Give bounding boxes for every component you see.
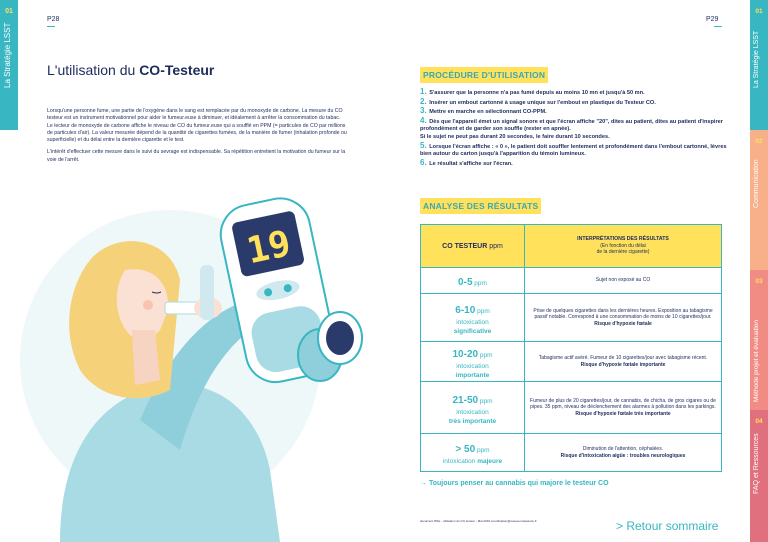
- range-cell: [421, 342, 525, 382]
- left-page-number: P28: [47, 16, 60, 23]
- step-2: [420, 98, 735, 108]
- procedure-steps: [420, 88, 735, 168]
- step-number: 6.: [420, 157, 427, 167]
- side-tab-number: 02: [755, 138, 763, 145]
- step-6: [420, 159, 735, 169]
- range-unit: ppm: [475, 447, 490, 454]
- level-text: intoxication: [442, 458, 478, 465]
- side-tab-label: La Stratégie LSST: [753, 30, 760, 88]
- desc-text: Tabagisme actif avéré. Fumeur de 10 cigarettes/jour avec tabagisme récent.: [538, 354, 708, 361]
- cannabis-note: [420, 480, 609, 487]
- header-interpretation: INTERPRÉTATIONS DES RÉSULTATS: [577, 236, 669, 243]
- step-number: 1.: [420, 87, 427, 96]
- left-section-tab[interactable]: [0, 0, 18, 130]
- side-tab-number: 01: [755, 8, 763, 15]
- range-cell: [421, 268, 525, 294]
- step-text: Insérer un embout cartonné à usage unique sur l'embout en plastique du Testeur CO.: [429, 99, 656, 106]
- step-text: S'assurer que la personne n'a pas fumé depuis au moins 10 mn et jusqu'à 50 mn.: [429, 90, 645, 96]
- arrow-right-icon: →: [420, 480, 427, 487]
- desc-cell: [525, 268, 722, 294]
- step-number: 4.: [420, 115, 427, 125]
- step-4-note: [420, 134, 735, 142]
- risk-text: Risque d'intoxication aigüe : troubles neurologiques: [560, 452, 686, 459]
- level-text: intoxication: [456, 408, 489, 416]
- step-text: Si le sujet ne peut pas durant 20 secondes, le faire durant 10 secondes.: [420, 133, 610, 140]
- left-page-number-rule: [47, 26, 55, 27]
- step-text: Lorsque l'écran affiche : « 0 », le patient doit souffler lentement et profondément dans l'embout cartonné, lèvres bien autour du carton jusqu'à l'apparition du témoin lumineux.: [420, 143, 727, 158]
- level-bold: très importante: [448, 417, 497, 425]
- side-tab-communication[interactable]: [750, 130, 768, 270]
- page-title: [47, 62, 214, 78]
- level-bold: significative: [453, 327, 492, 335]
- range-cell: [421, 294, 525, 342]
- range-unit: ppm: [478, 351, 493, 359]
- range-unit: ppm: [478, 397, 493, 405]
- side-tab-number: 04: [755, 418, 763, 425]
- step-number: 3.: [420, 106, 427, 116]
- step-4: [420, 117, 735, 134]
- intro-paragraph-1: Lorsqu'une personne fume, une partie de l'oxygène dans le sang est remplacée par du monoxyde de carbone. La mesure du CO testeur est un instrument motivationnel pour aider le fumeur.euse à diminuer, et idéalement à arrêter la consommation du tabac. Le lecteur de monoxyde de carbone affiche le niveau de CO du fumeur.euse qui a soufflé en PPM (= particules de CO par millions de particules d'air). La valeur mesurée dépend de la quantité de cigarettes fumées, de la manière de fumer (inhalation profonde ou superficielle) et du délai entre la dernière cigarette et le test.: [47, 108, 347, 144]
- step-number: 5.: [420, 140, 427, 150]
- range-value: 0-5: [458, 276, 473, 288]
- side-tab-number: 03: [755, 278, 763, 285]
- step-3: [420, 107, 735, 117]
- range-cell: [421, 434, 525, 472]
- range-unit: ppm: [475, 307, 490, 315]
- step-5: [420, 142, 735, 159]
- desc-text: Sujet non exposé au CO: [595, 277, 651, 284]
- title-prefix: L'utilisation du: [47, 62, 140, 78]
- intro-text: [47, 108, 347, 169]
- back-to-summary-link[interactable]: > Retour sommaire: [616, 519, 719, 533]
- header-co-testeur: CO TESTEUR: [442, 242, 488, 250]
- step-text: Dès que l'appareil émet un signal sonore et que l'écran affiche "20", dites au patient, dites au patient d'inspirer profondément et de garder son souffle (rester en apnée).: [420, 118, 723, 133]
- side-tab-strategie[interactable]: [750, 0, 768, 130]
- side-tab-label: Méthode projet et évaluation: [753, 319, 760, 402]
- title-bold: CO-Testeur: [139, 62, 215, 78]
- table-row: [421, 342, 722, 382]
- left-tab-label: La Stratégie LSST: [3, 22, 12, 88]
- range-value: 21-50: [452, 394, 479, 406]
- level-bold: importante: [455, 371, 490, 379]
- step-number: 2.: [420, 96, 427, 106]
- level-text: intoxication: [456, 318, 489, 326]
- cannabis-note-text: Toujours penser au cannabis qui majore le testeur CO: [428, 480, 609, 487]
- table-header-right: [525, 225, 722, 268]
- procedure-heading: PROCÉDURE D'UTILISATION: [420, 67, 548, 83]
- header-sub2: de la dernière cigarette): [596, 249, 650, 256]
- desc-cell: [525, 342, 722, 382]
- step-text: Mettre en marche en sélectionnant CO-PPM.: [429, 109, 547, 116]
- right-page-number: P29: [706, 16, 719, 23]
- risk-text: Risque d'hypoxie fœtale très importante: [575, 410, 671, 417]
- side-tab-label: FAQ et Ressources: [753, 433, 760, 494]
- right-page-number-rule: [714, 26, 722, 27]
- step-1: [420, 88, 735, 98]
- left-tab-number: 01: [5, 8, 13, 15]
- header-sub1: (En fonction du délai: [600, 242, 646, 249]
- desc-text: Prise de quelques cigarettes dans les dernières heures. Exposition au tabagisme passif notable. Correspond à une consommation de moins de 10 cigarettes/jour.: [533, 307, 713, 321]
- level-bold: majeure: [477, 458, 503, 465]
- desc-cell: [525, 434, 722, 472]
- desc-text: Fumeur de plus de 20 cigarettes/jour, de cannabis, de chicha, de gros cigares ou de pipes. 35 ppm, niveau de déclenchement des alarmes à pollution dans les parkings.: [530, 397, 716, 411]
- range-unit: ppm: [472, 279, 487, 287]
- results-table: [420, 224, 722, 472]
- range-cell: [421, 382, 525, 434]
- co-tester-illustration: [20, 190, 380, 542]
- table-header-row: [421, 225, 722, 268]
- table-row: [421, 268, 722, 294]
- step-text: Le résultat s'affiche sur l'écran.: [429, 160, 513, 167]
- desc-cell: [525, 382, 722, 434]
- intro-paragraph-2: L'intérêt d'effectuer cette mesure dans le suivi du sevrage est indispensable. Sa répétition entretient la motivation du fumeur sur la voie de l'arrêt.: [47, 149, 346, 163]
- range-value: > 50: [455, 444, 476, 455]
- desc-cell: [525, 294, 722, 342]
- side-tab-faq[interactable]: [750, 410, 768, 542]
- side-tab-label: Communication: [753, 159, 760, 208]
- header-unit: ppm: [487, 242, 503, 250]
- desc-text: Diminution de l'attention, céphalées.: [582, 445, 664, 452]
- range-value: 6-10: [455, 304, 476, 316]
- risk-text: Risque d'hypoxie fœtale importante: [580, 361, 666, 368]
- table-row: [421, 294, 722, 342]
- analysis-heading: ANALYSE DES RÉSULTATS: [420, 198, 541, 214]
- source-credit: document RSH - utilisation du CO testeur - Mai 2019 coordination@reseau-naissance.fr: [420, 519, 537, 523]
- table-row: [421, 382, 722, 434]
- level-text: intoxication: [456, 362, 489, 370]
- side-tab-methode[interactable]: [750, 270, 768, 410]
- table-header-left: [421, 225, 525, 268]
- device-display-value: 19: [243, 223, 295, 273]
- range-value: 10-20: [452, 348, 479, 360]
- risk-text: Risque d'hypoxie fœtale: [594, 320, 652, 327]
- table-row: [421, 434, 722, 472]
